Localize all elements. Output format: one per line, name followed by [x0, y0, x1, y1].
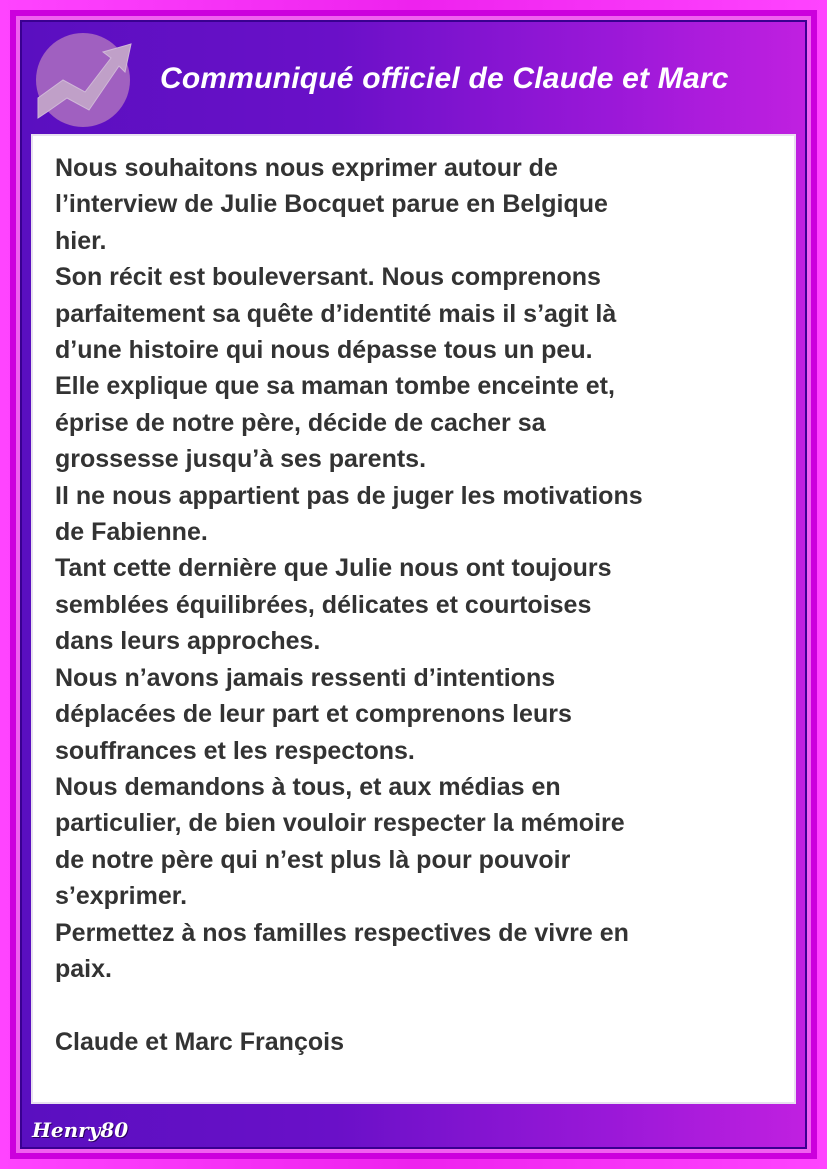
statement-line: déplacées de leur part et comprenons leurs — [55, 700, 572, 729]
statement-line: d’une histoire qui nous dépasse tous un peu. — [55, 336, 593, 365]
statement-line: éprise de notre père, décide de cacher sa — [55, 408, 546, 437]
statement-line: de notre père qui n’est plus là pour pouvoir — [55, 845, 571, 874]
statement-line: grossesse jusqu’à ses parents. — [55, 445, 427, 474]
statement-line: parfaitement sa quête d’identité mais il s’agit là — [55, 299, 617, 328]
statement-line: souffrances et les respectons. — [55, 736, 415, 765]
statement-line: Il ne nous appartient pas de juger les motivations — [55, 481, 643, 510]
statement-line: Nous n’avons jamais ressenti d’intentions — [55, 663, 556, 692]
statement-line: Son récit est bouleversant. Nous comprenons — [55, 263, 601, 292]
statement-line: Tant cette dernière que Julie nous ont toujours — [55, 554, 612, 583]
statement-signature: Claude et Marc François — [55, 1027, 344, 1056]
watermark-signature: Henry80 — [32, 1118, 129, 1142]
statement-line: semblées équilibrées, délicates et courtoises — [55, 590, 592, 619]
statement-line: s’exprimer. — [55, 882, 188, 911]
rising-arrow-logo-icon — [33, 30, 133, 130]
statement-line: Permettez à nos familles respectives de vivre en — [55, 918, 629, 947]
statement-line: de Fabienne. — [55, 518, 208, 547]
page-title: Communiqué officiel de Claude et Marc — [160, 62, 729, 95]
statement-line: dans leurs approches. — [55, 627, 321, 656]
statement-line: l’interview de Julie Bocquet parue en Belgique — [55, 190, 608, 219]
statement-line: Nous demandons à tous, et aux médias en — [55, 772, 561, 801]
statement-line: paix. — [55, 954, 112, 983]
statement-line: particulier, de bien vouloir respecter la mémoire — [55, 809, 625, 838]
blank-line — [55, 987, 775, 1023]
statement-text — [55, 150, 775, 1060]
statement-line: Elle explique que sa maman tombe enceinte et, — [55, 372, 615, 401]
statement-line: hier. — [55, 226, 107, 255]
statement-line: Nous souhaitons nous exprimer autour de — [55, 154, 558, 182]
